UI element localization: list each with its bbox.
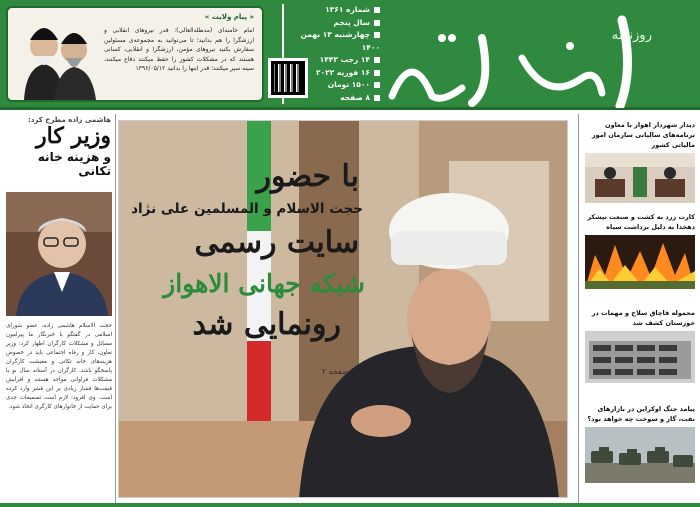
news-item-title[interactable]: کارت زرد به کشت و صنعت نیشکر دهخدا به دلیل برداشت سیاه: [587, 213, 695, 231]
leader-quote-box: [6, 6, 264, 102]
page-bottom-rule: [0, 503, 700, 507]
leader-quote-title: « پیام ولایت »: [204, 13, 254, 21]
leaders-portrait-icon: [20, 12, 100, 100]
side-story-body: حجت الاسلام هاشمی زاده، عضو شورای اسلامی در گفتگو با خبرنگار ما پیرامون مسائل و مشکلات کارگران اظهار کرد: وزیر تعاون، کار و رفاه اجتماعی باید در خصوص هزینه‌های خانه تکانی و معیشت کارگران پاسخگو باشد. کارگران در آستانه سال نو با مشکلات فراوانی مواجه هستند و افزایش قیمت‌ها فشار زیادی بر این قشر وارد کرده است. وی افزود: لازم است تصمیمات جدی برای حمایت از خانوارهای کارگری اتخاذ شود.: [6, 323, 112, 410]
left-news-column: [4, 114, 116, 504]
issue-pages: ۸ صفحه: [288, 92, 380, 105]
news-item-photo[interactable]: [585, 330, 695, 384]
leader-quote-text: امام خامنه‌ای (مدظله‌العالی): قدر نیروهای انقلابی و ارزشگرا را هم بدانید؛ تا می‌توانید به مجموعه‌ی مسئولین سفارش بکنید نیروهای مؤمن، ارزشگرا و انقلابی، کسانی هستند که در مشکلات کشور را حفظ میکنند دفاع میکنند، سینه سپر میکنند؛ قدر اینها را بدانید ۱۳۹۶/۰۵/۱۲: [104, 27, 254, 72]
list-item[interactable]: [585, 212, 695, 290]
feature-headline-line4[interactable]: شبکه جهانی الاهواز: [163, 269, 365, 298]
issue-date-lunar: ۱۴ رجب ۱۴۴۳: [288, 54, 380, 67]
feature-headline-line1[interactable]: با حضور: [256, 159, 359, 194]
newspaper-logo: [372, 2, 692, 106]
news-item-photo[interactable]: [585, 152, 695, 204]
side-story-photo[interactable]: [6, 192, 112, 316]
issue-date-solar: چهارشنبه ۱۳ بهمن ۱۴۰۰: [288, 29, 380, 54]
feature-page-ref[interactable]: صفحه ۲: [321, 367, 349, 376]
issue-year: سال پنجم: [288, 17, 380, 30]
issue-price: ۱۵۰۰ تومان: [288, 79, 380, 92]
qr-code-icon: [271, 61, 305, 95]
feature-headline-line3[interactable]: سایت رسمی: [194, 225, 359, 260]
news-item-title[interactable]: پیامد جنگ اوکراین در بازارهای نفت، گاز و سوخت چه خواهد بود؟: [587, 405, 695, 423]
logo-subtitle: روزنامه: [611, 28, 652, 43]
issue-number: شماره ۱۳۶۱: [288, 4, 380, 17]
feature-headline-line5[interactable]: رونمایی شد: [192, 307, 341, 342]
right-news-column: [578, 114, 698, 504]
qr-code[interactable]: [268, 58, 308, 98]
main-feature[interactable]: [118, 120, 568, 498]
masthead: [0, 0, 700, 110]
list-item[interactable]: [585, 308, 695, 384]
list-item[interactable]: [585, 120, 695, 204]
news-item-photo[interactable]: [585, 234, 695, 290]
news-item-title[interactable]: دیدار شهردار اهواز با معاون برنامه‌های سالیانی سازمان امور مالیاتی کشور: [591, 121, 695, 149]
feature-headline-line2[interactable]: حجت الاسلام و المسلمین علی نژاد: [131, 201, 363, 217]
side-story-subtitle[interactable]: و هزینه خانه تکانی: [37, 150, 111, 178]
news-item-photo[interactable]: [585, 426, 695, 484]
side-story-kicker: هاشمی زاده مطرح کرد:: [28, 116, 111, 124]
issue-date-gregorian: ۱۶ فوریه ۲۰۲۲: [288, 67, 380, 80]
logo-calligraphy-icon: [372, 8, 692, 108]
feature-headline-box: [119, 149, 369, 498]
news-item-title[interactable]: محموله قاچاق سلاح و مهمات در خوزستان کشف شد: [591, 309, 695, 327]
side-story-title[interactable]: وزیر کار: [36, 123, 111, 149]
list-item[interactable]: [585, 404, 695, 484]
